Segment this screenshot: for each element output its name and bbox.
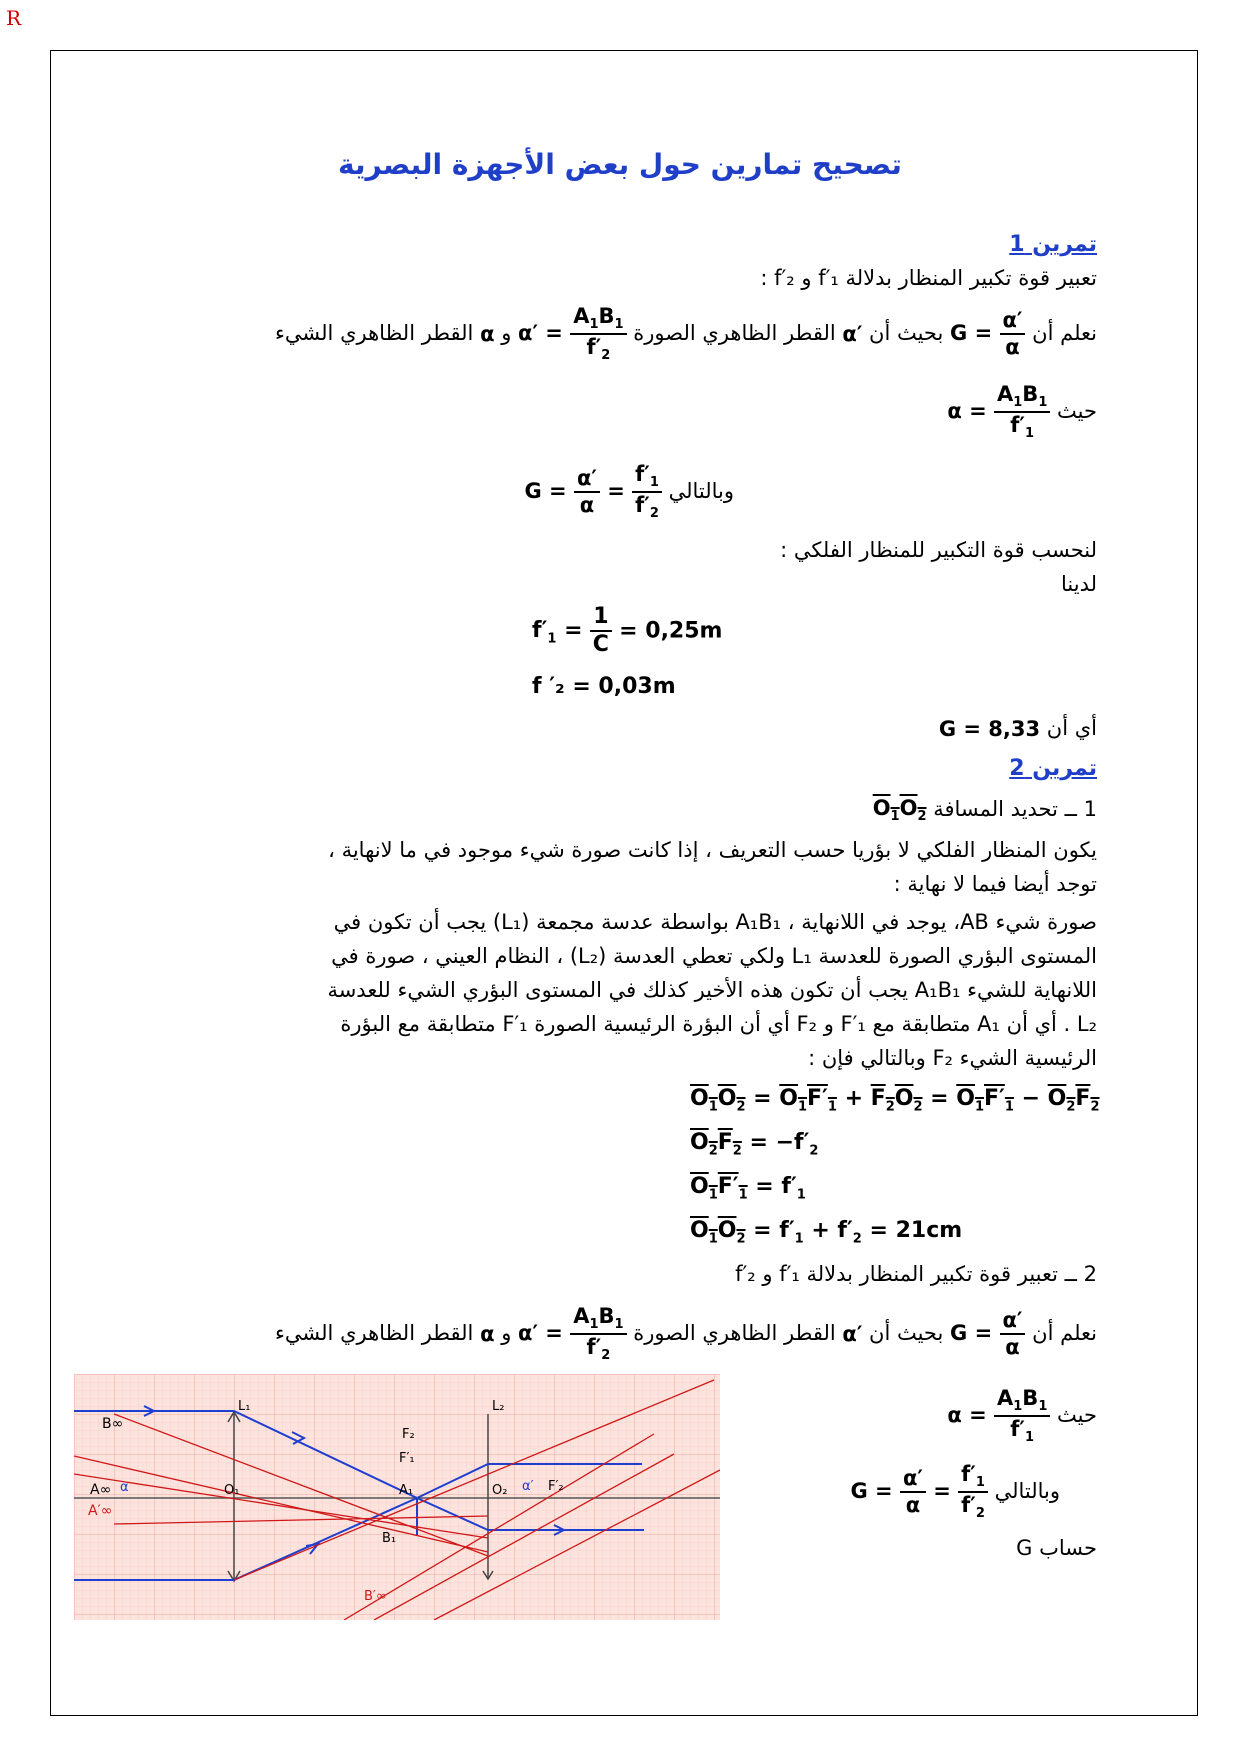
ex1-line6: لدينا [1060, 572, 1097, 596]
label-b-inf-prime: B′∞ [364, 1589, 387, 1604]
ex1-line2: نعلم أن G = $\frac{\alpha'}{\alpha}$ بحيث أن α′ القطر الظاهري الصورة α′ = $\frac{A_1B_1}{f'_2}$ و α القطر الظاهري الشيء [275, 304, 1097, 363]
label-l1: L₁ [238, 1399, 251, 1414]
label-alpha: α [120, 1480, 129, 1495]
ex2-p1: يكون المنظار الفلكي لا بؤريا حسب التعريف ، إذا كانت صورة شيء موجود في ما لانهاية ، [328, 838, 1097, 862]
ex2-eq4: $O_1O_2 = f'_1 + f'_2 = 21cm$ [690, 1218, 963, 1247]
corner-mark: R [6, 6, 22, 30]
ex1-line4: وبالتالي G = $\frac{\alpha'}{\alpha}$ = $\frac{f'_1}{f'_2}$ [524, 462, 734, 521]
ex2-known: نعلم أن G = $\frac{\alpha'}{\alpha}$ بحيث أن α′ القطر الظاهري الصورة α′ = $\frac{A_1B_1}{f'_2}$ و α القطر الظاهري الشيء [275, 1304, 1097, 1363]
ex2-calc: حساب G [1016, 1536, 1097, 1560]
exercise-2-heading: تمرين 2 [1009, 756, 1097, 781]
label-l2: L₂ [492, 1399, 505, 1414]
ex1-line1: تعبير قوة تكبير المنظار بدلالة f′₁ و f′₂ : [760, 266, 1097, 290]
ex2-p3: صورة شيء AB، يوجد في اللانهاية ، A₁B₁ بواسطة عدسة مجمعة (L₁) يجب أن تكون في [333, 910, 1097, 934]
label-o1: O₁ [224, 1483, 240, 1498]
label-b-inf: B∞ [102, 1416, 124, 1432]
ex2-p4: المستوى البؤري الصورة للعدسة L₁ ولكي تعطي العدسة (L₂) ، النظام العيني ، صورة في [331, 944, 1097, 968]
ex2-then: وبالتالي G = $\frac{\alpha'}{\alpha}$ = $\frac{f'_1}{f'_2}$ [850, 1462, 1060, 1521]
ex1-f2-equation: f ′₂ = 0,03m [532, 674, 676, 699]
ex2-p2: توجد أيضا فيما لا نهاية : [893, 872, 1097, 896]
exercise-1-heading: تمرين 1 [1009, 232, 1097, 257]
ex2-p7: الرئيسية الشيء F₂ وبالتالي فإن : [808, 1046, 1097, 1070]
telescope-ray-diagram [74, 1374, 720, 1620]
ex2-eq1: $O_1O_2 = O_1F'_1 + F_2O_2 = O_1F'_1 - O_2F_2$ [690, 1086, 1100, 1115]
ex2-eq3: $O_1F'_1 = f'_1$ [690, 1174, 806, 1203]
ex2-q1: 1 ــ تحديد المسافة $O_1O_2$ [872, 796, 1097, 825]
ex1-result: أي أن G = 8,33 [938, 716, 1097, 741]
ex2-q2: 2 ــ تعبير قوة تكبير المنظار بدلالة f′₁ و f′₂ [735, 1262, 1097, 1286]
ex2-p5: اللانهاية للشيء A₁B₁ يجب أن تكون هذه الأخير كذلك في المستوى البؤري الشيء للعدسة [327, 978, 1097, 1002]
label-alpha-prime: α′ [522, 1479, 534, 1494]
label-f2: F₂ [402, 1427, 415, 1442]
label-a1: A₁ [399, 1483, 414, 1498]
ex2-eq2: $O_2F_2 = -f'_2$ [690, 1130, 819, 1159]
ex1-f1-equation: $f'_1$ = $\frac{1}{C}$ = 0,25m [532, 604, 723, 658]
page-title: تصحيح تمارين حول بعض الأجهزة البصرية [338, 148, 902, 181]
label-b1: B₁ [382, 1531, 397, 1546]
label-o2: O₂ [492, 1483, 508, 1498]
ex2-where: حيث α = $\frac{A_1B_1}{f'_1}$ [947, 1386, 1097, 1445]
ex1-line3: حيث α = $\frac{A_1B_1}{f'_1}$ [947, 382, 1097, 441]
label-a-inf: A∞ [90, 1482, 112, 1498]
ex1-line5: لنحسب قوة التكبير للمنظار الفلكي : [780, 538, 1097, 562]
label-f2-prime: F′₂ [548, 1479, 564, 1494]
ex2-p6: L₂ . أي أن A₁ متطابقة مع F′₁ و F₂ أي أن البؤرة الرئيسية الصورة F′₁ متطابقة مع البؤرة [340, 1012, 1097, 1036]
label-a-inf-prime: A′∞ [88, 1503, 113, 1519]
label-f1-prime: F′₁ [399, 1451, 415, 1466]
